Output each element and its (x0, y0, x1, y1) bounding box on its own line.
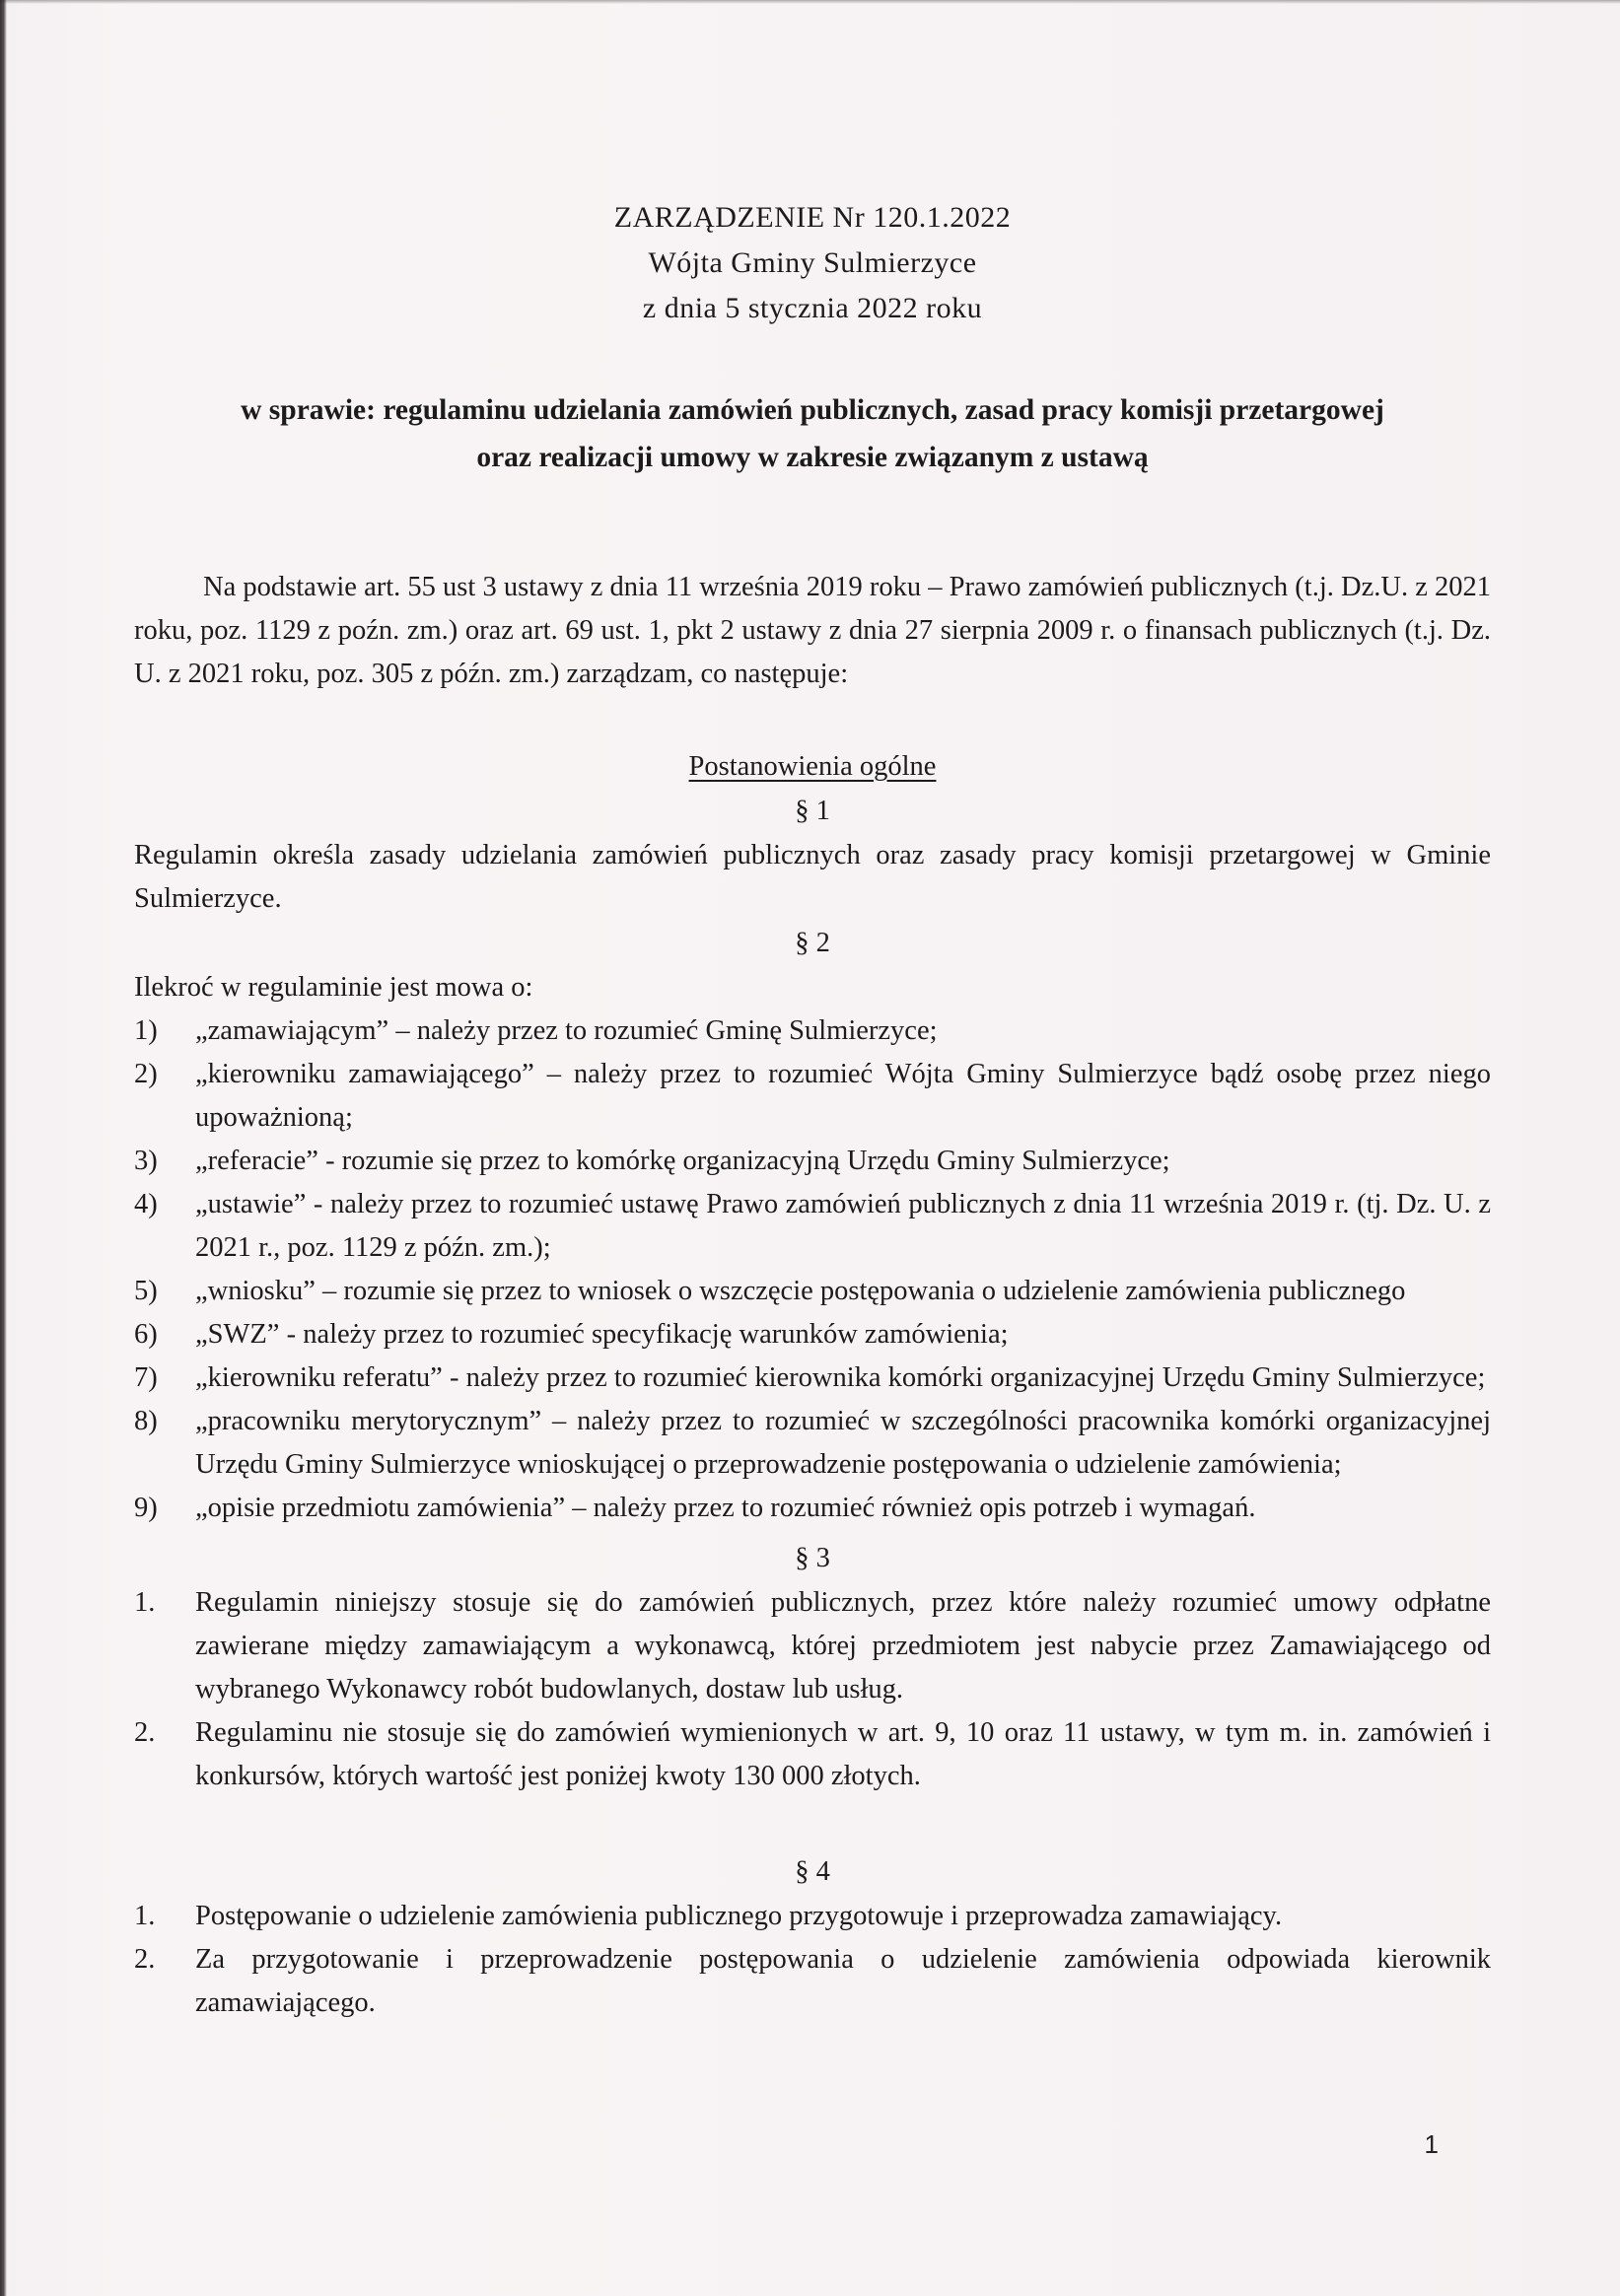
list-item-text: Za przygotowanie i przeprowadzenie postępowania o udzielenie zamówienia odpowiada kierownik zamawiającego. (195, 1944, 1491, 2018)
paragraph-4-mark: § 4 (795, 1856, 830, 1887)
list-item-number: 4) (134, 1189, 158, 1219)
list-item-text: Postępowanie o udzielenie zamówienia publicznego przygotowuje i przeprowadza zamawiający. (195, 1901, 1283, 1931)
list-item (134, 1711, 1491, 1798)
list-item-text: Regulamin niniejszy stosuje się do zamówień publicznych, przez które należy rozumieć umowy odpłatne zawierane między zamawiającym a wykonawcą, której przedmiotem jest nabycie przez Zamawiającego od wybranego Wykonawcy robót budowlanych, dostaw lub usług. (195, 1587, 1491, 1705)
list-item-number: 1. (134, 1587, 156, 1618)
list-item-text: „kierowniku zamawiającego” – należy przez to rozumieć Wójta Gminy Sulmierzyce bądź osobę przez niego upoważnioną; (195, 1059, 1491, 1133)
list-item-text: „ustawie” - należy przez to rozumieć ustawę Prawo zamówień publicznych z dnia 11 września 2019 r. (tj. Dz. U. z 2021 r., poz. 1129 z późn. zm.); (195, 1189, 1491, 1263)
subject-paragraph: w sprawie: regulaminu udzielania zamówień publicznych, zasad pracy komisji przetargowej oraz realizacji umowy w zakresie związanym z ustawą (241, 394, 1384, 473)
list-item-text: „kierowniku referatu” - należy przez to rozumieć kierownika komórki organizacyjnej Urzędu Gminy Sulmierzyce; (195, 1362, 1486, 1393)
list-item-number: 9) (134, 1493, 158, 1523)
scan-edge-top (0, 0, 1620, 4)
document-content (134, 195, 1491, 2025)
list-item (134, 1183, 1491, 1270)
section-heading (134, 745, 1491, 789)
list-item-text: Regulaminu nie stosuje się do zamówień wymienionych w art. 9, 10 oraz 11 ustawy, w tym m. in. zamówień i konkursów, których wartość jest poniżej kwoty 130 000 złotych. (195, 1717, 1491, 1791)
paragraph-3-mark: § 3 (795, 1543, 830, 1573)
list-item-text: „zamawiającym” – należy przez to rozumieć Gminę Sulmierzyce; (195, 1015, 938, 1046)
page-number: 1 (1424, 2129, 1439, 2159)
list-item-number: 3) (134, 1146, 158, 1176)
paragraph-2-mark: § 2 (795, 928, 830, 958)
list-item (134, 1313, 1491, 1357)
list-item-number: 8) (134, 1406, 158, 1436)
paragraph-1-text: Regulamin określa zasady udzielania zamówień publicznych oraz zasady pracy komisji przetargowej w Gminie Sulmierzyce. (134, 840, 1491, 914)
list-item-number: 2) (134, 1059, 158, 1089)
section-heading-text: Postanowienia ogólne (688, 751, 937, 782)
list-item-number: 2. (134, 1717, 156, 1748)
list-item (134, 1400, 1491, 1487)
list-item-text: „pracowniku merytorycznym” – należy przez to rozumieć w szczególności pracownika komórki organizacyjnej Urzędu Gminy Sulmierzyce wnioskującej o przeprowadzenie postępowania o udzielenie zamówienia; (195, 1406, 1491, 1480)
paragraph-4-list (134, 1895, 1491, 2025)
title-line-2: Wójta Gminy Sulmierzyce (648, 246, 977, 279)
list-item-text: „SWZ” - należy przez to rozumieć specyfikację warunków zamówienia; (195, 1319, 1009, 1350)
list-item (134, 1140, 1491, 1183)
list-item-number: 5) (134, 1276, 158, 1306)
title-line-1: ZARZĄDZENIE Nr 120.1.2022 (613, 201, 1012, 234)
paragraph-3-list (134, 1581, 1491, 1798)
list-item-text: „referacie” - rozumie się przez to komórkę organizacyjną Urzędu Gminy Sulmierzyce; (195, 1146, 1170, 1176)
legal-basis-paragraph: Na podstawie art. 55 ust 3 ustawy z dnia 11 września 2019 roku – Prawo zamówień publicznych (t.j. Dz.U. z 2021 roku, poz. 1129 z poźn. zm.) oraz art. 69 ust. 1, pkt 2 ustawy z dnia 27 sierpnia 2009 r. o finansach publicznych (t.j. Dz. U. z 2021 roku, poz. 305 z późn. zm.) zarządzam, co następuje: (134, 572, 1491, 689)
document-title-block (134, 195, 1491, 331)
list-item (134, 1357, 1491, 1400)
list-item-text: „wniosku” – rozumie się przez to wniosek o wszczęcie postępowania o udzielenie zamówienia publicznego (195, 1276, 1406, 1306)
list-item (134, 1053, 1491, 1140)
title-line-3: z dnia 5 stycznia 2022 roku (642, 292, 983, 324)
list-item (134, 1581, 1491, 1711)
list-item (134, 1895, 1491, 1938)
list-item-number: 7) (134, 1362, 158, 1393)
definitions-list (134, 1009, 1491, 1530)
list-item (134, 1938, 1491, 2025)
list-item-number: 1. (134, 1901, 156, 1931)
list-item (134, 1487, 1491, 1530)
paragraph-1-mark: § 1 (795, 796, 830, 826)
list-item (134, 1009, 1491, 1053)
list-item-text: „opisie przedmiotu zamówienia” – należy przez to rozumieć również opis potrzeb i wymagań. (195, 1493, 1256, 1523)
scan-edge-left (0, 0, 7, 2296)
list-item-number: 6) (134, 1319, 158, 1350)
list-item-number: 1) (134, 1015, 158, 1046)
list-item (134, 1270, 1491, 1313)
list-item-number: 2. (134, 1944, 156, 1975)
paragraph-2-intro: Ilekroć w regulaminie jest mowa o: (134, 972, 533, 1003)
